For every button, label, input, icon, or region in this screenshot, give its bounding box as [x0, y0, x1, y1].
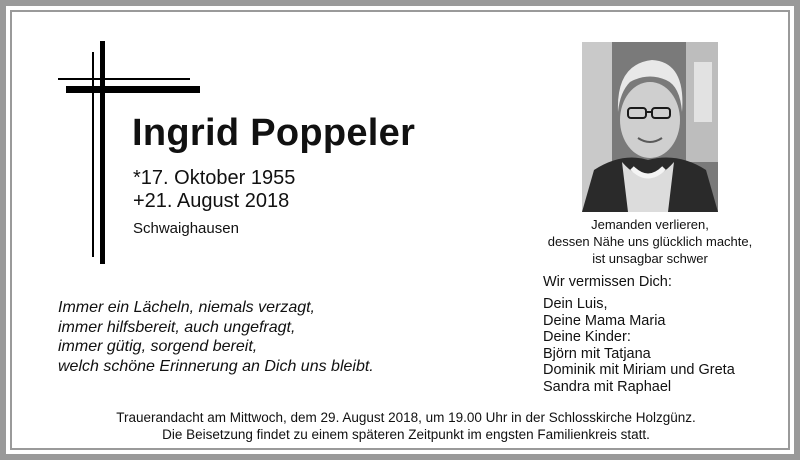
mourners-heading: Wir vermissen Dich:	[543, 274, 672, 290]
hometown: Schwaighausen	[133, 220, 239, 237]
burial-notice: Die Beisetzung findet zu einem späteren Zeitpunkt im engsten Familienkreis statt.	[162, 427, 650, 442]
poem-line: Immer ein Lächeln, niemals verzagt,	[58, 299, 315, 316]
quote-line: ist unsagbar schwer	[592, 251, 708, 266]
list-item: Deine Mama Maria	[543, 312, 666, 329]
mourners-list	[543, 296, 735, 396]
quote-line: dessen Nähe uns glücklich machte,	[547, 234, 753, 249]
death-date: +21. August 2018	[133, 190, 290, 212]
poem-line: immer hilfsbereit, auch ungefragt,	[58, 318, 296, 336]
deceased-name: Ingrid Poppeler	[132, 112, 416, 154]
list-item: Dominik mit Miriam und Greta	[543, 362, 735, 379]
service-notice: Trauerandacht am Mittwoch, dem 29. August 2018, um 19.00 Uhr in der Schlosskirche Holzgünz.	[116, 410, 696, 425]
quote-line: Jemanden verlieren,	[591, 217, 709, 232]
poem-line: welch schöne Erinnerung an Dich uns bleibt.	[58, 357, 374, 375]
list-item: Dein Luis,	[543, 296, 608, 312]
birth-date: *17. Oktober 1955	[133, 167, 296, 189]
memorial-poem	[58, 298, 374, 376]
list-item: Sandra mit Raphael	[543, 378, 672, 395]
portrait-photo	[582, 42, 718, 212]
list-item: Deine Kinder:	[543, 329, 631, 346]
memorial-quote	[538, 216, 762, 267]
poem-line: immer gütig, sorgend bereit,	[58, 338, 258, 355]
list-item: Björn mit Tatjana	[543, 345, 651, 362]
